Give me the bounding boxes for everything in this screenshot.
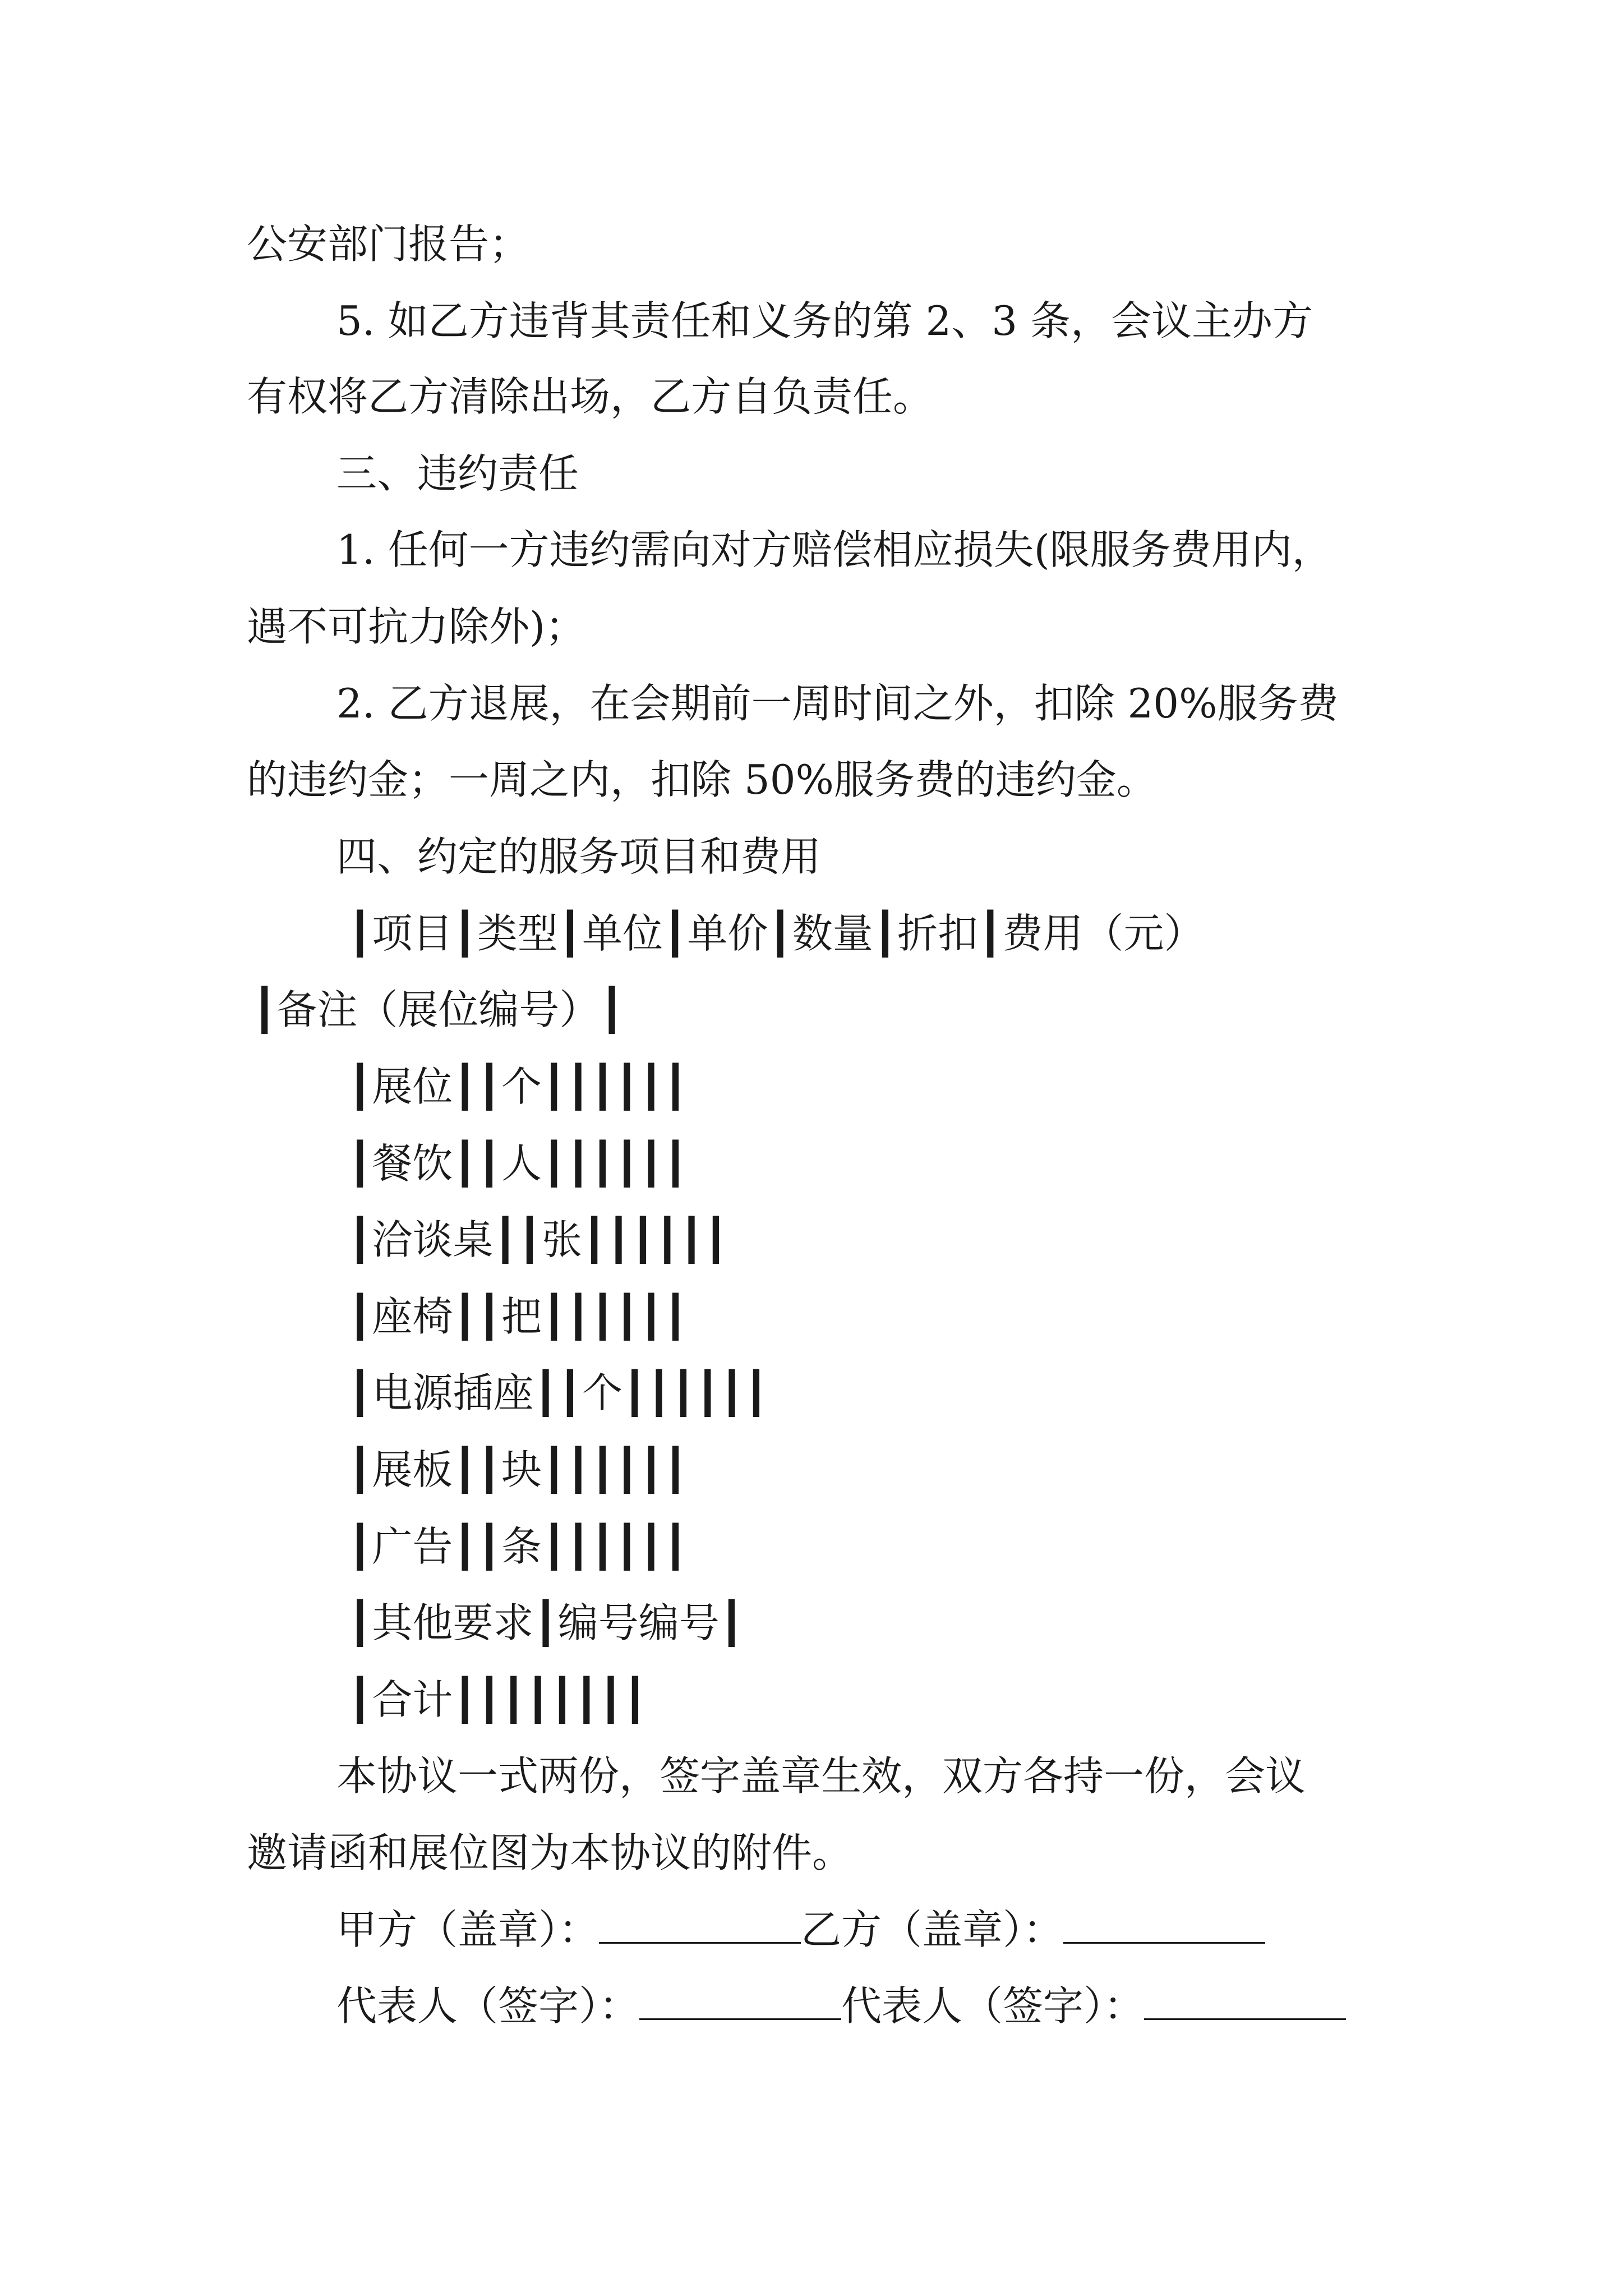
party-b-blank xyxy=(1063,1910,1265,1944)
table-row: ┃合计┃┃┃┃┃┃┃┃ xyxy=(348,1676,648,1723)
table-row: ┃展位┃┃个┃┃┃┃┃┃ xyxy=(348,1063,688,1110)
table-row: ┃展板┃┃块┃┃┃┃┃┃ xyxy=(348,1446,688,1493)
paragraph-line: 的违约金；一周之内，扣除 50%服务费的违约金。 xyxy=(247,756,1157,803)
table-row: ┃洽谈桌┃┃张┃┃┃┃┃┃ xyxy=(348,1216,728,1263)
paragraph-line: 公安部门报告； xyxy=(247,220,530,268)
section-heading: 四、约定的服务项目和费用 xyxy=(336,833,822,880)
table-row: ┃电源插座┃┃个┃┃┃┃┃┃ xyxy=(348,1369,769,1416)
paragraph-line: 5. 如乙方违背其责任和义务的第 2、3 条，会议主办方 xyxy=(336,297,1313,344)
party-a-blank xyxy=(599,1910,801,1944)
rep-a-blank xyxy=(639,1986,841,2020)
paragraph-line: 遇不可抗力除外)； xyxy=(247,603,586,650)
paragraph-line: 2. 乙方退展，在会期前一周时间之外，扣除 20%服务费 xyxy=(336,680,1339,727)
paragraph-line: 本协议一式两份，签字盖章生效，双方各持一份，会议 xyxy=(336,1752,1306,1800)
paragraph-line: 邀请函和展位图为本协议的附件。 xyxy=(247,1829,853,1876)
signature-line-representative xyxy=(336,1978,1346,2034)
signature-line-party xyxy=(336,1902,1265,1958)
table-row: ┃其他要求┃编号编号┃ xyxy=(348,1599,744,1646)
table-row: ┃餐饮┃┃人┃┃┃┃┃┃ xyxy=(348,1140,688,1187)
party-b-label: 乙方（盖章）： xyxy=(801,1906,1064,1953)
table-row: ┃座椅┃┃把┃┃┃┃┃┃ xyxy=(348,1293,688,1340)
rep-a-label: 代表人（签字）： xyxy=(336,1982,640,2030)
section-heading: 三、违约责任 xyxy=(336,450,579,497)
party-a-label: 甲方（盖章）： xyxy=(336,1906,600,1953)
table-header-line: ┃项目┃类型┃单位┃单价┃数量┃折扣┃费用（元） xyxy=(348,910,1205,957)
paragraph-line: 有权将乙方清除出场，乙方自负责任。 xyxy=(247,373,934,420)
table-row: ┃广告┃┃条┃┃┃┃┃┃ xyxy=(348,1523,688,1570)
rep-b-label: 代表人（签字）： xyxy=(841,1982,1145,2030)
paragraph-line: 1. 任何一方违约需向对方赔偿相应损失(限服务费用内， xyxy=(336,526,1332,573)
table-header-line: ┃备注（展位编号）┃ xyxy=(252,986,624,1033)
rep-b-blank xyxy=(1144,1986,1346,2020)
